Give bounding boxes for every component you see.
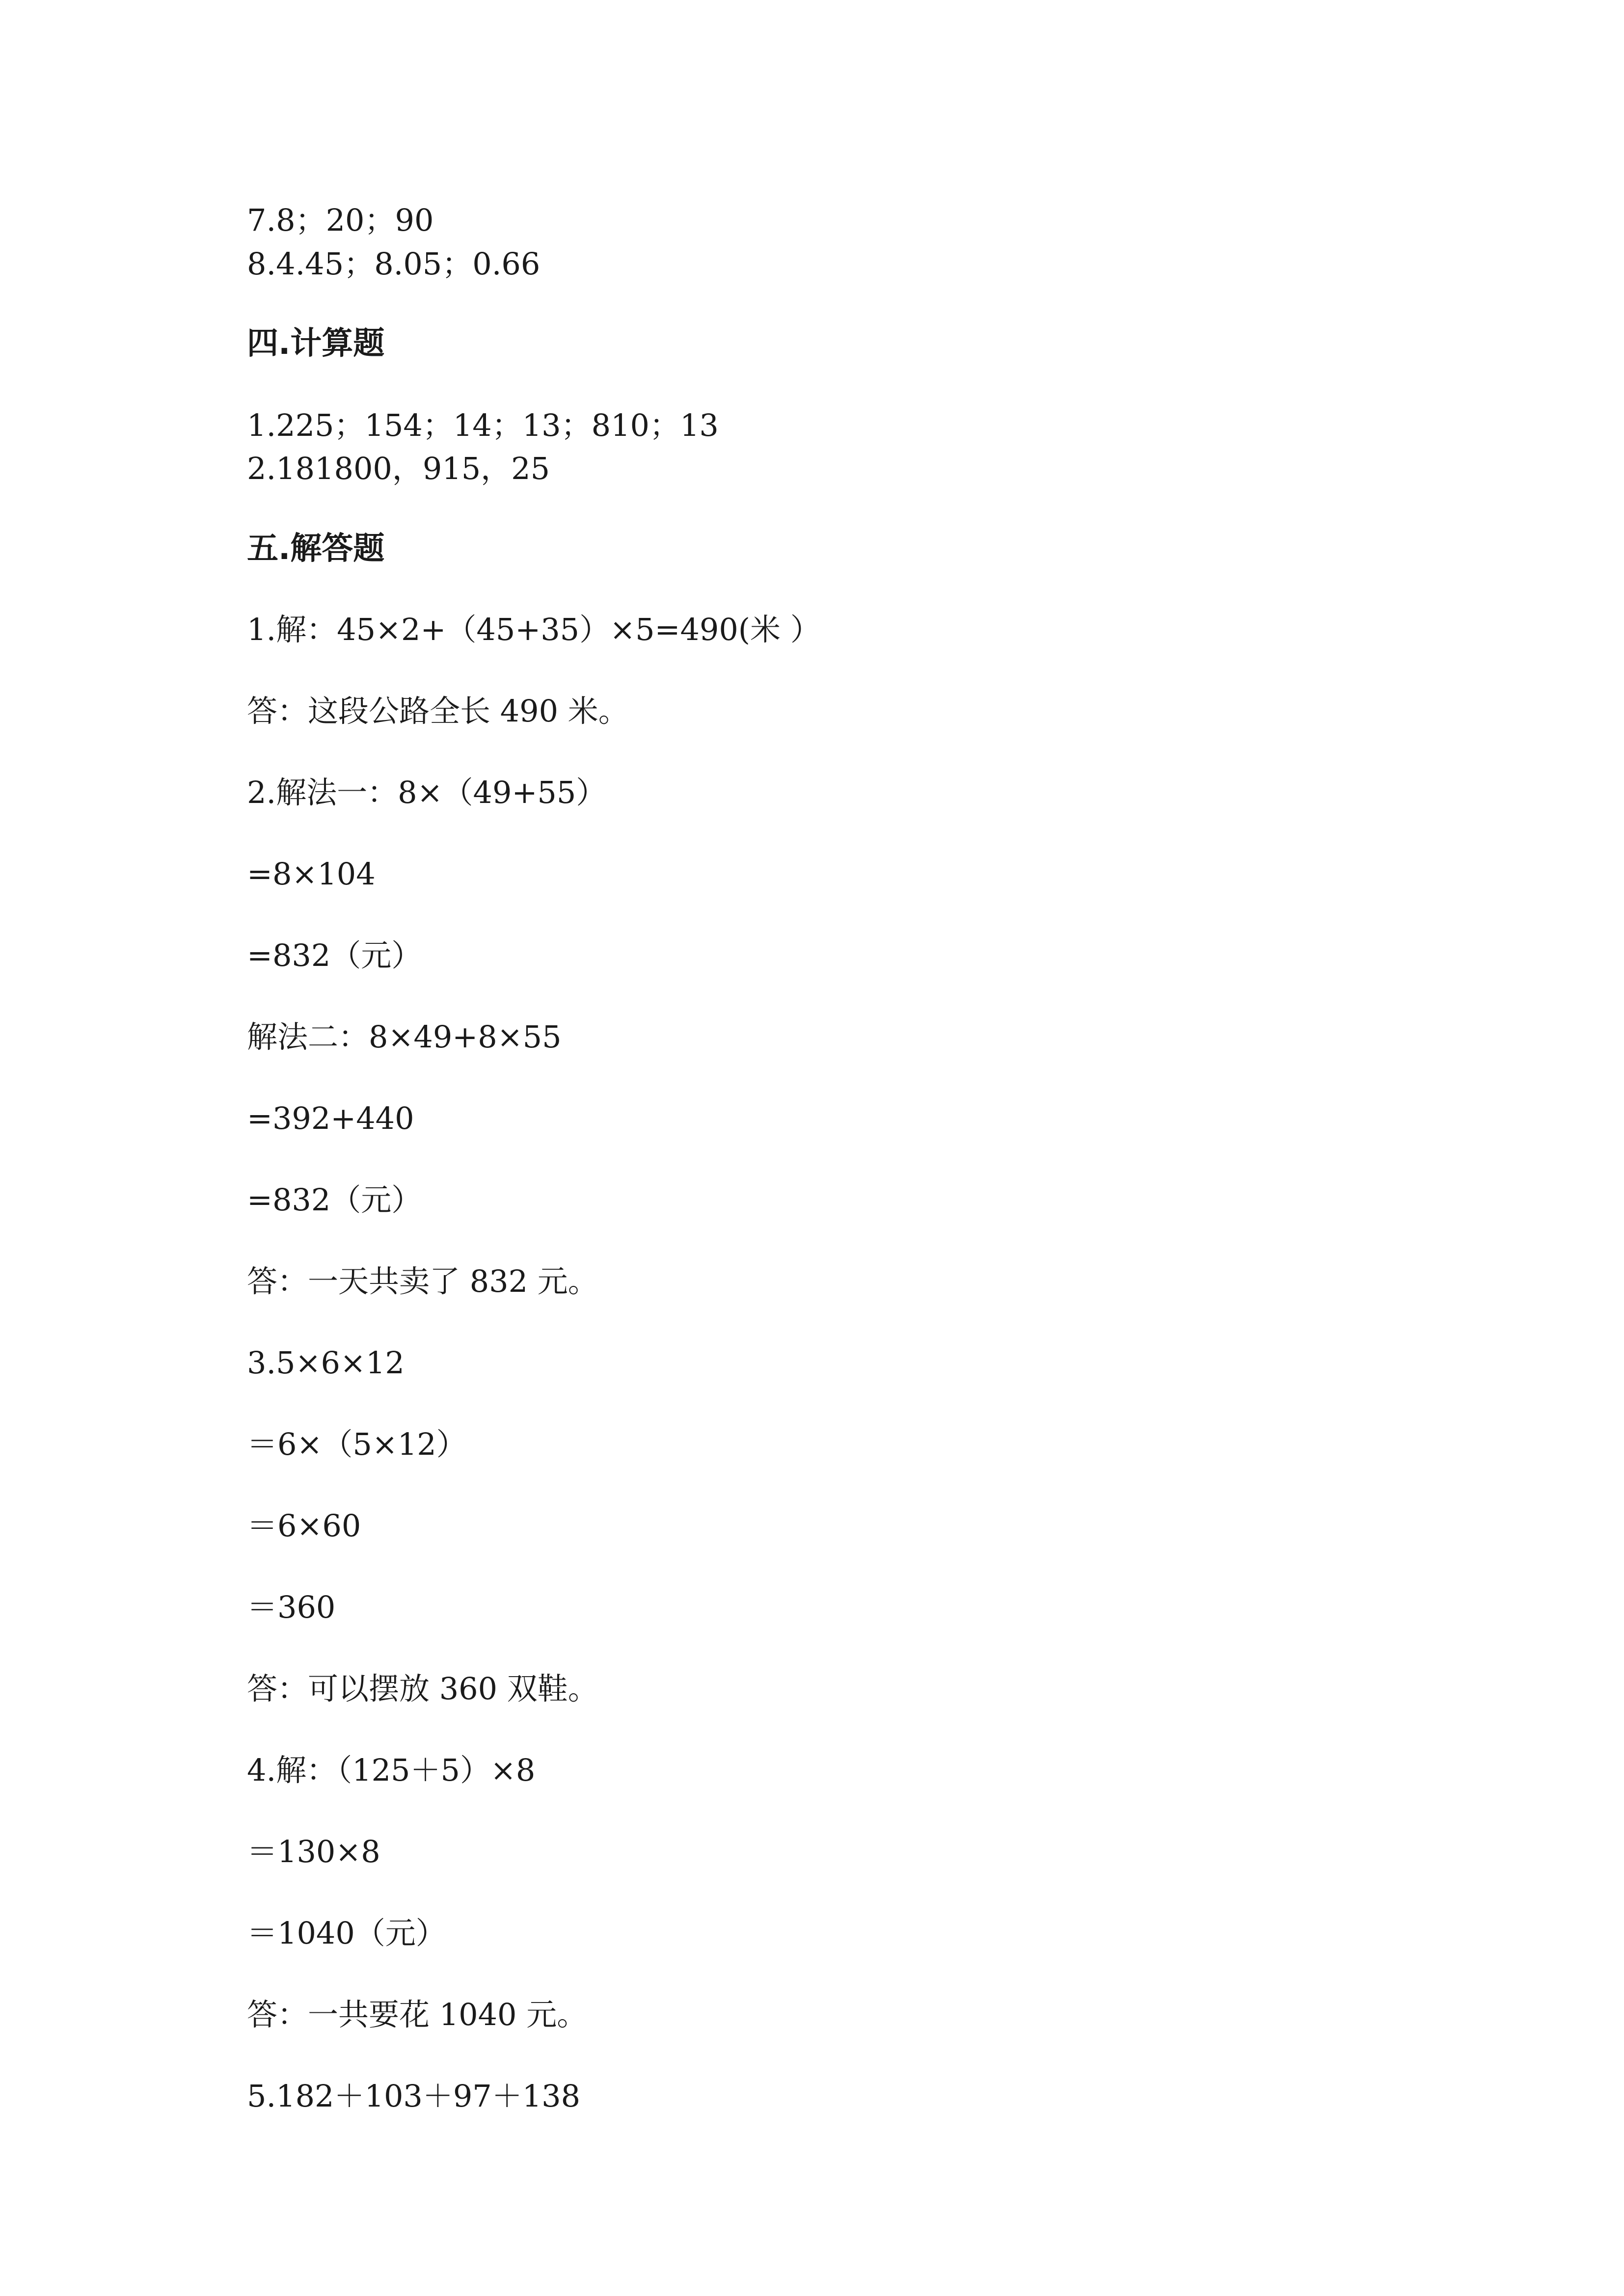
solution-2-method-2: 解法二：8×49+8×55 (247, 1019, 562, 1055)
solution-3-step-1: ＝6×（5×12） (247, 1426, 467, 1462)
solution-2-method-1: 2.解法一：8×（49+55） (247, 774, 607, 810)
section-heading-solutions: 五.解答题 (247, 531, 385, 567)
answer-line-8: 8.4.45；8.05；0.66 (247, 246, 541, 282)
solution-2-step-1: =8×104 (247, 856, 376, 892)
solution-2-step-2: =832（元） (247, 937, 422, 973)
solution-4-step-1: ＝130×8 (247, 1834, 380, 1869)
solution-2-step-4: =832（元） (247, 1182, 422, 1218)
solution-5-step: 5.182＋103＋97＋138 (247, 2078, 581, 2114)
solution-1-answer: 答：这段公路全长 490 米。 (247, 693, 629, 729)
calc-answer-2: 2.181800，915，25 (247, 451, 550, 486)
solution-4-step-2: ＝1040（元） (247, 1915, 446, 1951)
calc-answer-1: 1.225；154；14；13；810；13 (247, 407, 719, 443)
section-heading-calculation: 四.计算题 (247, 325, 385, 362)
solution-4-answer: 答：一共要花 1040 元。 (247, 1997, 588, 2032)
answer-line-7: 7.8；20；90 (247, 202, 434, 238)
solution-3-answer: 答：可以摆放 360 双鞋。 (247, 1671, 598, 1707)
solution-2-step-3: =392+440 (247, 1100, 414, 1136)
solution-2-answer: 答：一天共卖了 832 元。 (247, 1263, 598, 1299)
solution-4-step: 4.解：（125＋5）×8 (247, 1752, 536, 1788)
solution-3-step-2: ＝6×60 (247, 1508, 361, 1544)
solution-3-step: 3.5×6×12 (247, 1345, 405, 1381)
solution-1-step: 1.解：45×2+（45+35）×5=490(米 ） (247, 612, 821, 647)
solution-3-step-3: ＝360 (247, 1589, 336, 1625)
